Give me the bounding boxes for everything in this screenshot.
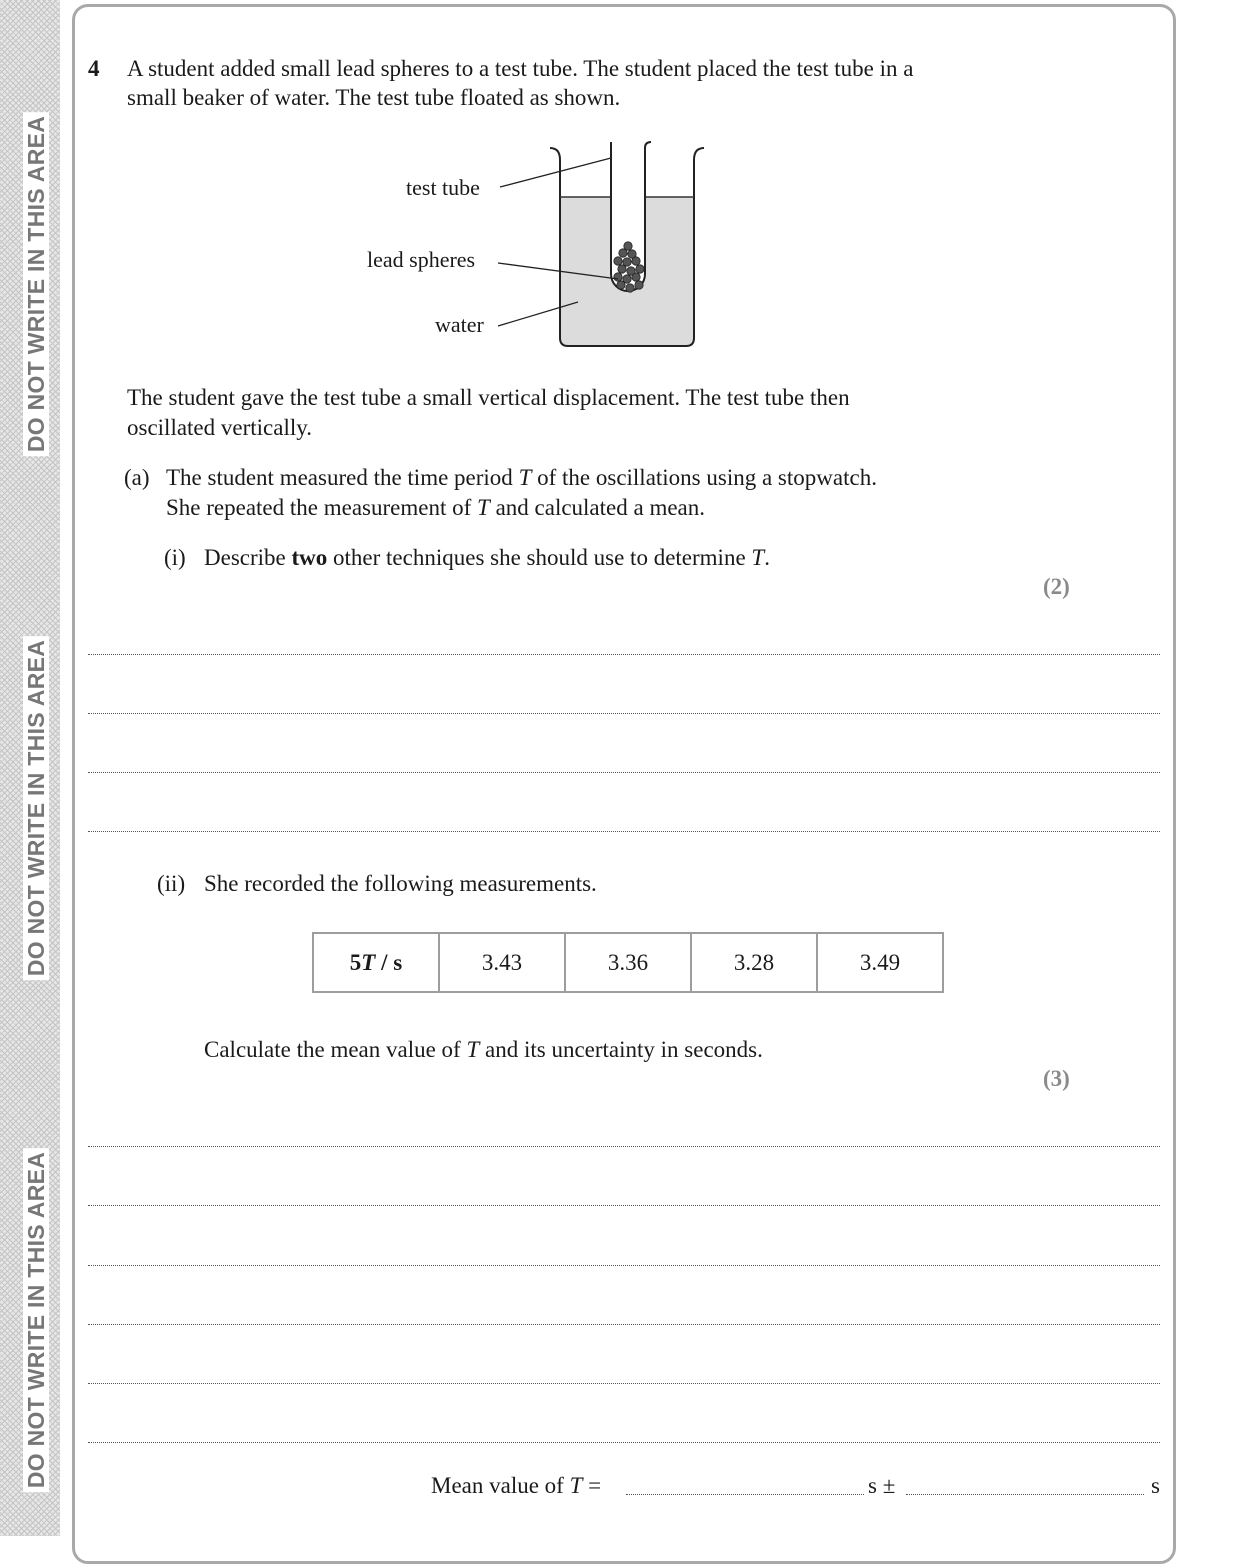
margin-warning: DO NOT WRITE IN THIS AREA bbox=[23, 636, 49, 980]
unit-seconds: s bbox=[1151, 1473, 1160, 1498]
answer-line[interactable] bbox=[88, 713, 1160, 714]
unit-plus-minus: s ± bbox=[868, 1473, 896, 1498]
answer-line[interactable] bbox=[88, 1205, 1160, 1206]
leader-line bbox=[500, 158, 611, 187]
part-a-text: She repeated the measurement of T and calculated a mean. bbox=[166, 495, 705, 520]
marks-badge: (2) bbox=[1043, 574, 1070, 599]
intro-text: small beaker of water. The test tube floated as shown. bbox=[127, 85, 621, 110]
answer-line[interactable] bbox=[88, 772, 1160, 773]
table-cell: 3.36 bbox=[565, 933, 691, 992]
table-header-cell: 5T / s bbox=[313, 933, 439, 992]
intro-text: A student added small lead spheres to a test tube. The student placed the test tube in a bbox=[127, 56, 914, 81]
answer-line[interactable] bbox=[88, 1383, 1160, 1384]
part-ii-label: (ii) bbox=[157, 871, 186, 896]
table-row bbox=[313, 933, 943, 992]
answer-line[interactable] bbox=[88, 1146, 1160, 1147]
margin-warning: DO NOT WRITE IN THIS AREA bbox=[23, 1148, 49, 1492]
context-text: oscillated vertically. bbox=[127, 415, 312, 440]
part-i-text: Describe two other techniques she should use to determine T. bbox=[204, 545, 770, 570]
mean-value-input[interactable] bbox=[626, 1494, 864, 1495]
table-cell: 3.28 bbox=[691, 933, 817, 992]
mean-value-label: Mean value of T = bbox=[431, 1473, 602, 1498]
answer-line[interactable] bbox=[88, 831, 1160, 832]
test-tube-diagram bbox=[360, 138, 720, 358]
table-cell: 3.49 bbox=[817, 933, 943, 992]
context-text: The student gave the test tube a small vertical displacement. The test tube then bbox=[127, 385, 850, 410]
answer-line[interactable] bbox=[88, 654, 1160, 655]
answer-line[interactable] bbox=[88, 1324, 1160, 1325]
calculation-instruction: Calculate the mean value of T and its uncertainty in seconds. bbox=[204, 1037, 763, 1062]
measurements-table bbox=[312, 932, 944, 993]
label-water: water bbox=[435, 312, 484, 337]
part-ii-text: She recorded the following measurements. bbox=[204, 871, 597, 896]
label-test-tube: test tube bbox=[406, 175, 480, 200]
margin-warning: DO NOT WRITE IN THIS AREA bbox=[23, 112, 49, 456]
question-number: 4 bbox=[88, 56, 100, 81]
marks-badge: (3) bbox=[1043, 1066, 1070, 1091]
margin-strip bbox=[0, 0, 60, 1536]
part-a-label: (a) bbox=[124, 465, 150, 490]
label-lead-spheres: lead spheres bbox=[367, 247, 476, 272]
part-i-label: (i) bbox=[164, 545, 186, 570]
answer-line[interactable] bbox=[88, 1442, 1160, 1443]
table-cell: 3.43 bbox=[439, 933, 565, 992]
uncertainty-input[interactable] bbox=[906, 1494, 1144, 1495]
answer-line[interactable] bbox=[88, 1265, 1160, 1266]
part-a-text: The student measured the time period T of the oscillations using a stopwatch. bbox=[166, 465, 877, 490]
